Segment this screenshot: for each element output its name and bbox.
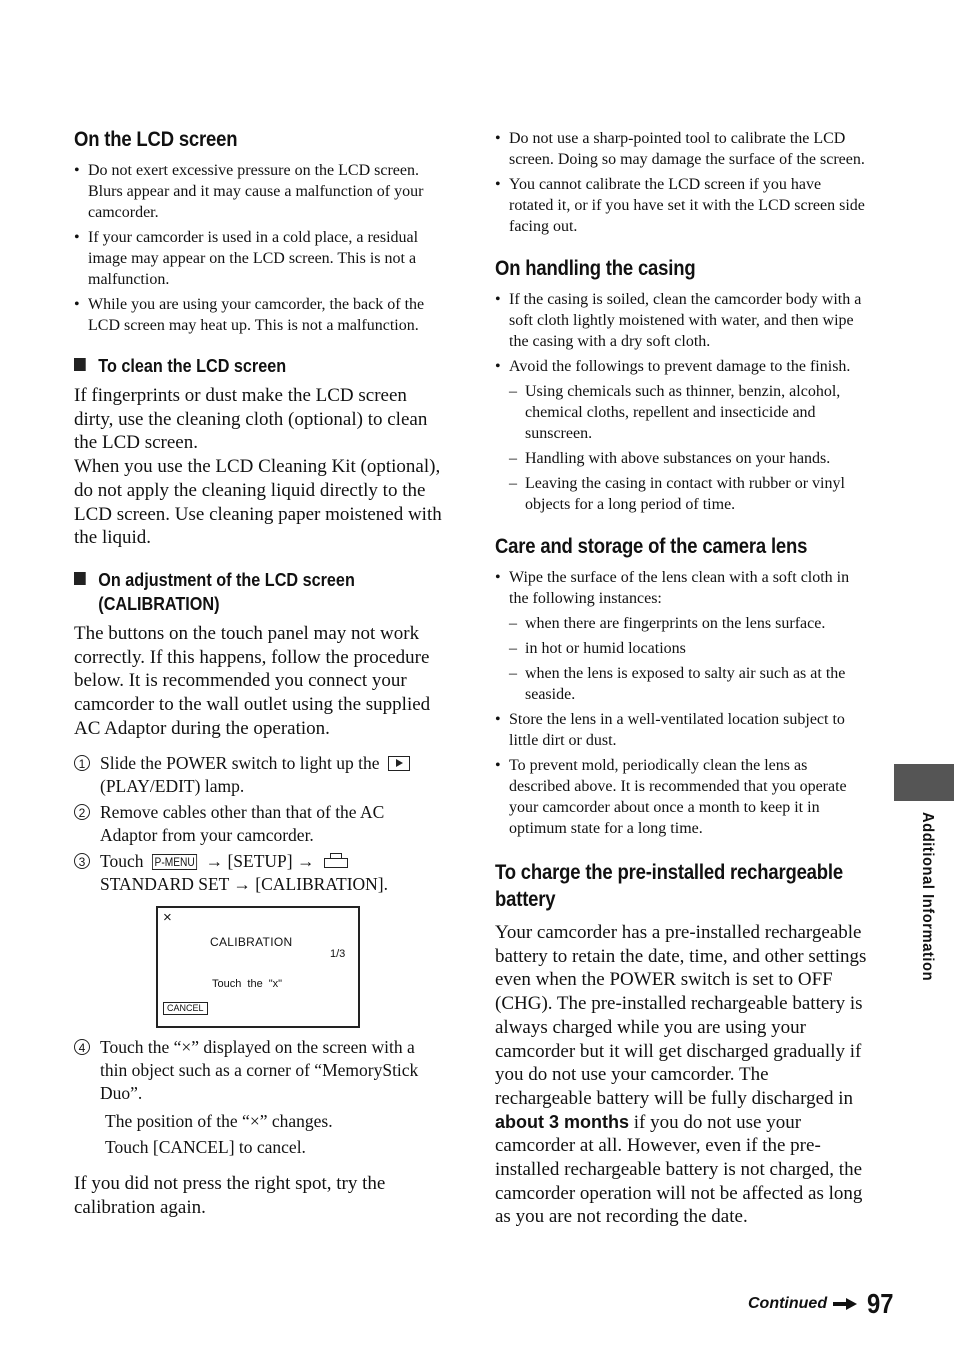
calibration-steps [74, 752, 444, 896]
lens-bullet-list-1 [495, 567, 867, 609]
section-title-lcd: On the LCD screen [74, 128, 238, 151]
continued-label: Continued [748, 1295, 828, 1312]
list-item: – when the lens is exposed to salty air such as at the seaside. [495, 663, 867, 705]
step-4: 4 Touch the “×” displayed on the screen with a thin object such as a corner of “MemoryStick Duo”. [74, 1036, 444, 1105]
battery-paragraph: Your camcorder has a pre-installed rechargeable battery to retain the date, time, and other settings even when the POWER switch is set to OFF (CHG). The pre-installed rechargeable battery is always charged while you are using your camcorder but it will get discharged gradually if you do not use your camcorder. The rechargeable battery will be fully discharged in about 3 months if you do not use your camcorder at all. However, even if the pre-installed rechargeable battery is not charged, the camcorder operation will not be affected as long as you are not recording the date. [495, 922, 867, 1228]
list-item: • Avoid the followings to prevent damage to the finish. [495, 356, 867, 377]
list-item: – Handling with above substances on your hands. [495, 448, 867, 469]
step-number-2-icon: 2 [74, 804, 90, 820]
square-bullet-icon [74, 358, 86, 371]
step-number-4-icon: 4 [74, 1039, 90, 1055]
arrow-right-icon [833, 1298, 857, 1310]
calibration-paragraph: The buttons on the touch panel may not work correctly. If this happens, follow the procedure below. It is recommended you connect your camcorder to the wall outlet using the supplied AC Adaptor during the operation. [74, 622, 431, 739]
lcd-bullet-list [74, 160, 444, 336]
subsection-title-clean: To clean the LCD screen [74, 354, 452, 378]
list-item: – in hot or humid locations [495, 638, 867, 659]
step-4-note-2: Touch [CANCEL] to cancel. [105, 1137, 306, 1158]
list-item: • Do not use a sharp-pointed tool to calibrate the LCD screen. Doing so may damage the surface of the screen. [495, 128, 867, 170]
screen-cancel-button: CANCEL [163, 1002, 208, 1015]
list-item: • Do not exert excessive pressure on the LCD screen. Blurs appear and it may cause a malfunction of your camcorder. [74, 160, 444, 223]
square-bullet-icon [74, 572, 86, 585]
clean-paragraph-2: When you use the LCD Cleaning Kit (optional), do not apply the cleaning liquid directly to the LCD screen. Use cleaning paper moistened with the liquid. [74, 456, 442, 549]
calibration-screen-illustration [156, 906, 360, 1028]
list-item: • Wipe the surface of the lens clean with a soft cloth in the following instances: [495, 567, 867, 609]
casing-dash-list [495, 381, 867, 515]
list-item: • While you are using your camcorder, the back of the LCD screen may heat up. This is not a malfunction. [74, 294, 444, 336]
step-3: 3 Touch P-MENU → [SETUP] → STANDARD SET → [CALIBRATION]. [74, 850, 444, 896]
lens-dash-list [495, 613, 867, 705]
section-tab-marker [894, 764, 954, 801]
step-number-3-icon: 3 [74, 853, 90, 869]
section-title-lens: Care and storage of the camera lens [495, 535, 808, 558]
calibration-steps-cont [74, 1036, 444, 1105]
screen-page-indicator: 1/3 [330, 948, 346, 961]
list-item: – when there are fingerprints on the lens surface. [495, 613, 867, 634]
step-number-1-icon: 1 [74, 755, 90, 771]
list-item: • If your camcorder is used in a cold place, a residual image may appear on the LCD screen. This is not a malfunction. [74, 227, 444, 290]
left-column [74, 128, 444, 1220]
page-footer [748, 1288, 898, 1320]
list-item: • To prevent mold, periodically clean the lens as described above. It is recommended that you operate your camcorder about once a month to keep it in optimum state for a long time. [495, 755, 867, 839]
section-title-casing: On handling the casing [495, 257, 696, 280]
calibration-final-note: If you did not press the right spot, try the calibration again. [74, 1173, 386, 1219]
right-column [495, 128, 867, 1229]
step-2: 2 Remove cables other than that of the AC Adaptor from your camcorder. [74, 801, 444, 847]
p-menu-button-icon: P-MENU [152, 854, 197, 870]
list-item: • Store the lens in a well-ventilated location subject to little dirt or dust. [495, 709, 867, 751]
screen-title: CALIBRATION [210, 935, 293, 950]
lens-bullet-list-2 [495, 709, 867, 839]
close-icon: × [163, 909, 172, 927]
calibration-caution-list [495, 128, 867, 237]
list-item: – Using chemicals such as thinner, benzin, alcohol, chemical cloths, repellent and insecticide and sunscreen. [495, 381, 867, 444]
battery-duration-emphasis: about 3 months [495, 1111, 629, 1132]
list-item: • If the casing is soiled, clean the camcorder body with a soft cloth lightly moistened with water, and then wipe the casing with a dry soft cloth. [495, 289, 867, 352]
toolbox-icon [323, 853, 349, 869]
play-edit-icon [388, 756, 410, 771]
list-item: – Leaving the casing in contact with rubber or vinyl objects for a long period of time. [495, 473, 867, 515]
page-number: 97 [867, 1288, 894, 1319]
screen-message: Touch the "x" [212, 978, 283, 991]
clean-paragraph-1: If fingerprints or dust make the LCD screen dirty, use the cleaning cloth (optional) to clean the LCD screen. [74, 385, 428, 454]
section-title-battery: To charge the pre-installed rechargeable battery [495, 861, 843, 911]
subsection-title-calibration: On adjustment of the LCD screen (CALIBRATION) [74, 568, 452, 616]
casing-bullet-list [495, 289, 867, 377]
side-section-label: Additional Information [919, 812, 936, 982]
step-4-note-1: The position of the “×” changes. [105, 1111, 333, 1132]
step-1: 1 Slide the POWER switch to light up the (PLAY/EDIT) lamp. [74, 752, 444, 798]
list-item: • You cannot calibrate the LCD screen if you have rotated it, or if you have set it with the LCD screen side facing out. [495, 174, 867, 237]
